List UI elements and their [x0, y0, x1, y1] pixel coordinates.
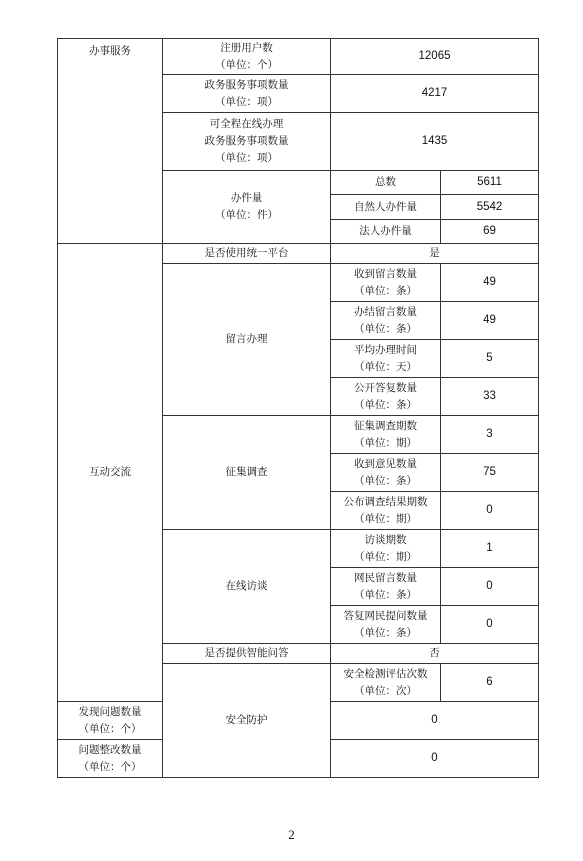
- handled-total-label: 总数: [331, 171, 441, 195]
- interview-periods-value: 1: [441, 530, 539, 568]
- survey-periods-value: 3: [441, 416, 539, 454]
- interview-messages-value: 0: [441, 568, 539, 606]
- section-interaction: 互动交流: [58, 244, 163, 702]
- survey-opinions-value: 75: [441, 454, 539, 492]
- section-service: 办事服务: [58, 39, 163, 244]
- issues-fixed-value: 0: [331, 740, 539, 778]
- survey-label: 征集调查: [163, 416, 331, 530]
- unified-platform-value: 是: [331, 244, 539, 264]
- survey-periods-label: 征集调查期数 （单位：期）: [331, 416, 441, 454]
- smart-qa-label: 是否提供智能问答: [163, 644, 331, 664]
- issues-found-value: 0: [331, 702, 539, 740]
- interview-periods-label: 访谈期数 （单位：期）: [331, 530, 441, 568]
- service-items-value: 4217: [331, 75, 539, 113]
- security-tests-label: 安全检测评估次数 （单位：次）: [331, 664, 441, 702]
- survey-results-value: 0: [441, 492, 539, 530]
- interview-answers-value: 0: [441, 606, 539, 644]
- interview-answers-label: 答复网民提问数量 （单位：条）: [331, 606, 441, 644]
- messages-closed-value: 49: [441, 302, 539, 340]
- smart-qa-value: 否: [331, 644, 539, 664]
- registered-users-value: 12065: [331, 39, 539, 75]
- handled-natural-value: 5542: [441, 195, 539, 220]
- messages-public-label: 公开答复数量 （单位：条）: [331, 378, 441, 416]
- service-items-label: 政务服务事项数量 （单位：项）: [163, 75, 331, 113]
- page-number: 2: [288, 827, 295, 842]
- handled-total-value: 5611: [441, 171, 539, 195]
- messages-closed-label: 办结留言数量 （单位：条）: [331, 302, 441, 340]
- interview-label: 在线访谈: [163, 530, 331, 644]
- handled-label: 办件量 （单位：件）: [163, 171, 331, 244]
- issues-fixed-label: 问题整改数量 （单位：个）: [58, 740, 163, 778]
- interview-messages-label: 网民留言数量 （单位：条）: [331, 568, 441, 606]
- messages-received-label: 收到留言数量 （单位：条）: [331, 264, 441, 302]
- survey-opinions-label: 收到意见数量 （单位：条）: [331, 454, 441, 492]
- online-items-value: 1435: [331, 113, 539, 171]
- online-items-label: 可全程在线办理 政务服务事项数量 （单位：项）: [163, 113, 331, 171]
- handled-legal-value: 69: [441, 220, 539, 244]
- statistics-table: [57, 38, 539, 778]
- messages-received-value: 49: [441, 264, 539, 302]
- issues-found-label: 发现问题数量 （单位：个）: [58, 702, 163, 740]
- unified-platform-label: 是否使用统一平台: [163, 244, 331, 264]
- registered-users-label: 注册用户数 （单位：个）: [163, 39, 331, 75]
- handled-natural-label: 自然人办件量: [331, 195, 441, 220]
- section-security: 安全防护: [163, 664, 331, 778]
- handled-legal-label: 法人办件量: [331, 220, 441, 244]
- messages-label: 留言办理: [163, 264, 331, 416]
- security-tests-value: 6: [441, 664, 539, 702]
- messages-avg-time-label: 平均办理时间 （单位：天）: [331, 340, 441, 378]
- messages-public-value: 33: [441, 378, 539, 416]
- survey-results-label: 公布调查结果期数 （单位：期）: [331, 492, 441, 530]
- messages-avg-time-value: 5: [441, 340, 539, 378]
